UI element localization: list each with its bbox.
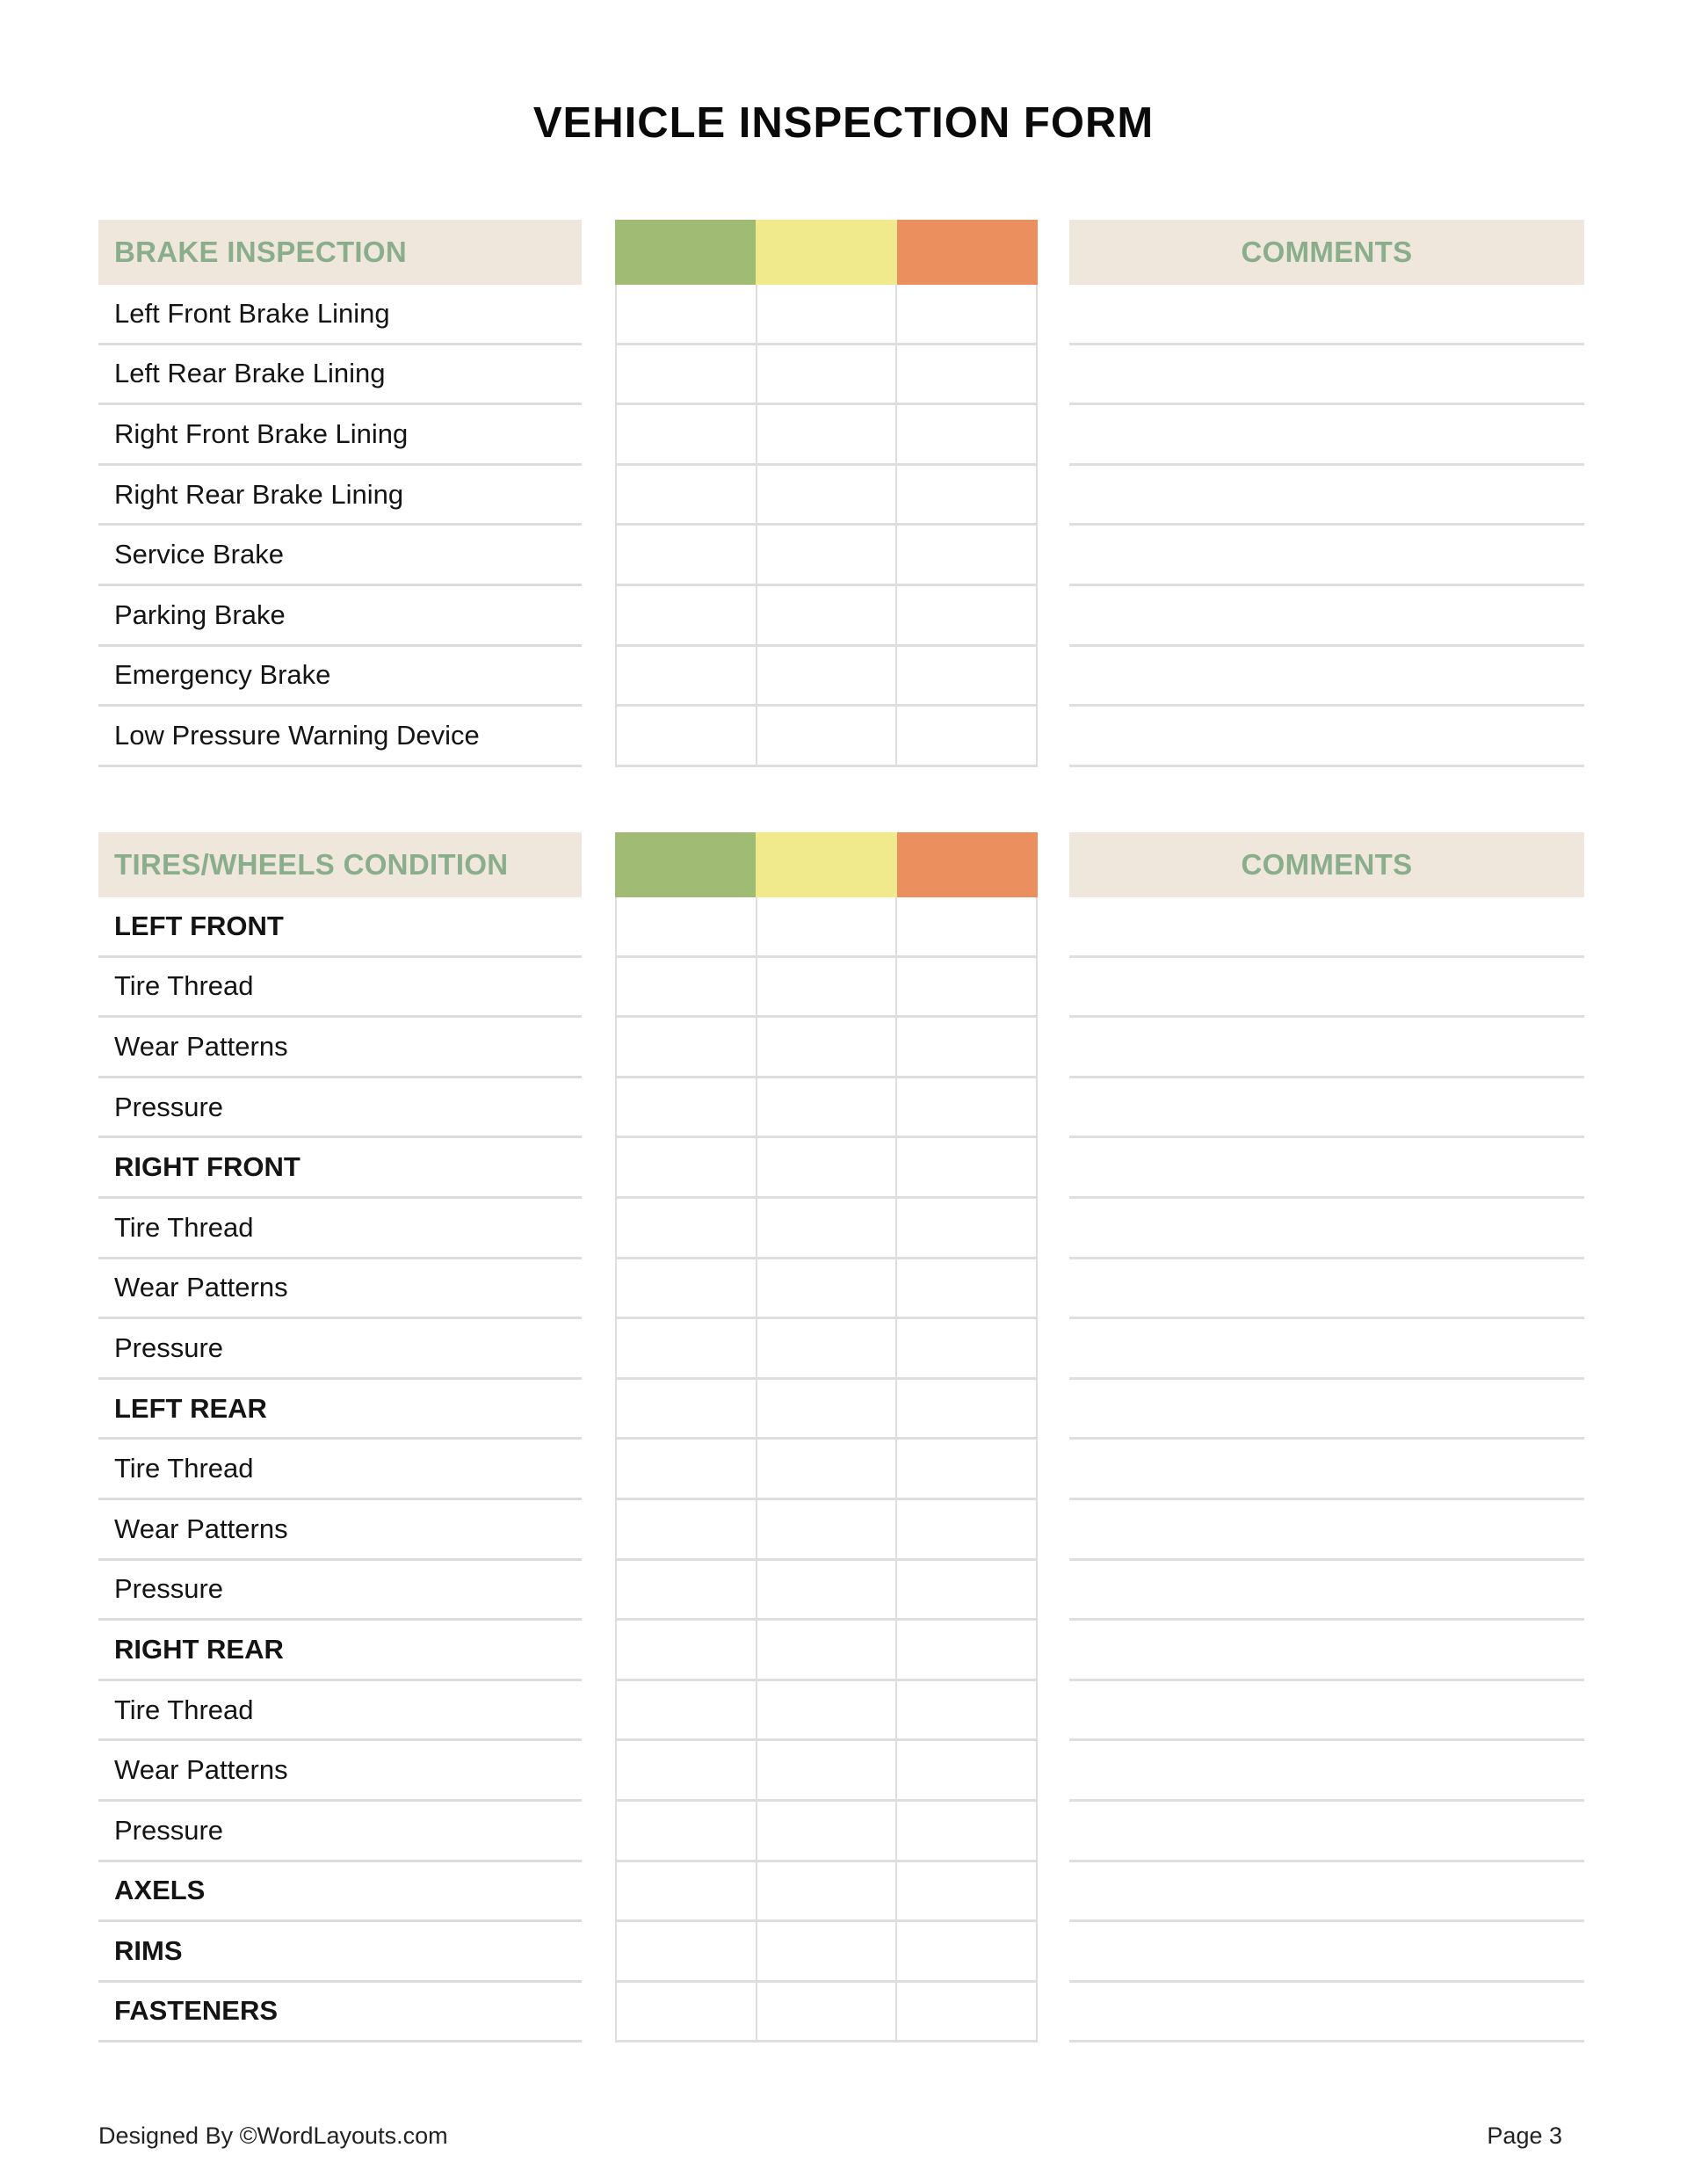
rating-row [615,707,1038,767]
rating-cell-good[interactable] [615,1681,756,1739]
inspection-item-label: Tire Thread [114,1211,254,1243]
inspection-item-row [98,897,582,958]
inspection-item-label: LEFT REAR [114,1392,267,1424]
rating-row [615,1862,1038,1923]
rating-cell-good[interactable] [615,1741,756,1799]
rating-row [615,526,1038,586]
rating-cell-poor[interactable] [895,897,1038,955]
rating-cell-fair[interactable] [756,1138,896,1196]
inspection-item-label: Right Front Brake Lining [114,417,409,449]
rating-row [615,1741,1038,1802]
comment-field[interactable] [1069,1802,1584,1862]
comment-field[interactable] [1069,647,1584,707]
rating-cell-good[interactable] [615,1380,756,1438]
inspection-item-label: Left Rear Brake Lining [114,358,386,389]
comments-header [1069,220,1584,285]
comment-field[interactable] [1069,1500,1584,1561]
rating-header [615,220,1038,285]
rating-cell-fair[interactable] [756,1741,896,1799]
section-title: BRAKE INSPECTION [114,236,407,268]
inspection-item-label: RIMS [114,1934,183,1966]
inspection-item-label: Pressure [114,1573,224,1605]
rating-cell-fair[interactable] [756,466,896,524]
rating-row [615,1681,1038,1742]
comments-title: COMMENTS [1241,848,1413,881]
rating-cell-good[interactable] [615,466,756,524]
rating-cell-poor[interactable] [895,1500,1038,1558]
rating-cell-poor[interactable] [895,345,1038,403]
rating-cell-good[interactable] [615,958,756,1016]
rating-cell-good[interactable] [615,1319,756,1377]
rating-cell-poor[interactable] [895,1259,1038,1317]
comment-field[interactable] [1069,1380,1584,1440]
rating-cell-poor[interactable] [895,1681,1038,1739]
rating-cell-poor[interactable] [895,1078,1038,1136]
comments-header [1069,832,1584,897]
rating-cell-good[interactable] [615,1440,756,1498]
comment-field[interactable] [1069,1018,1584,1078]
inspection-item-label: Pressure [114,1331,224,1363]
comment-field[interactable] [1069,586,1584,647]
rating-row [615,285,1038,345]
comment-field[interactable] [1069,1199,1584,1259]
inspection-item-label: LEFT FRONT [114,910,284,941]
rating-cell-fair[interactable] [756,1983,896,2041]
comment-field[interactable] [1069,1259,1584,1320]
rating-cell-good[interactable] [615,285,756,343]
rating-cell-poor[interactable] [895,1862,1038,1920]
rating-row [615,1199,1038,1259]
inspection-item-row [98,707,582,767]
rating-row [615,647,1038,707]
inspection-item-label: Pressure [114,1091,224,1122]
inspection-item-row [98,1681,582,1742]
rating-cell-poor[interactable] [895,1380,1038,1438]
inspection-item-label: Service Brake [114,539,284,570]
inspection-item-row [98,526,582,586]
page-title: VEHICLE INSPECTION FORM [532,99,1155,147]
rating-cell-poor[interactable] [895,1561,1038,1619]
rating-cell-fair[interactable] [756,586,896,644]
inspection-item-row [98,1440,582,1500]
rating-row [615,1922,1038,1983]
rating-cell-good[interactable] [615,1862,756,1920]
comment-field[interactable] [1069,526,1584,586]
items-column [98,832,582,2043]
rating-cell-poor[interactable] [895,586,1038,644]
rating-row [615,1440,1038,1500]
rating-cell-good[interactable] [615,897,756,955]
rating-cell-fair[interactable] [756,897,896,955]
rating-row [615,1319,1038,1380]
rating-cell-fair[interactable] [756,647,896,705]
inspection-item-label: Pressure [114,1814,224,1846]
rating-column [615,832,1038,2043]
rating-row [615,1561,1038,1622]
inspection-item-row [98,285,582,345]
inspection-item-row [98,1138,582,1199]
rating-row [615,1018,1038,1078]
rating-cell-good[interactable] [615,586,756,644]
rating-cell-poor[interactable] [895,1802,1038,1860]
section-header [98,832,582,897]
rating-cell-good[interactable] [615,1018,756,1076]
rating-cell-fair[interactable] [756,1078,896,1136]
rating-row [615,466,1038,526]
inspection-item-row [98,405,582,466]
rating-row [615,345,1038,406]
inspection-item-label: Right Rear Brake Lining [114,478,404,510]
inspection-item-label: RIGHT FRONT [114,1151,300,1183]
comment-field[interactable] [1069,1561,1584,1622]
inspection-item-label: Wear Patterns [114,1272,288,1303]
rating-cell-poor[interactable] [895,285,1038,343]
comment-field[interactable] [1069,405,1584,466]
rating-good-swatch [615,832,756,897]
inspection-item-row [98,1380,582,1440]
rating-cell-poor[interactable] [895,1199,1038,1257]
inspection-item-row [98,1802,582,1862]
comment-field[interactable] [1069,1741,1584,1802]
rating-row [615,1500,1038,1561]
rating-cell-fair[interactable] [756,1380,896,1438]
rating-cell-poor[interactable] [895,1319,1038,1377]
rating-cell-poor[interactable] [895,1922,1038,1980]
rating-fair-swatch [756,832,896,897]
rating-cell-good[interactable] [615,1500,756,1558]
inspection-item-label: Emergency Brake [114,659,331,691]
rating-cell-good[interactable] [615,1199,756,1257]
rating-cell-poor[interactable] [895,958,1038,1016]
rating-poor-swatch [897,832,1038,897]
rating-cell-good[interactable] [615,1259,756,1317]
rating-column [615,220,1038,767]
inspection-item-row [98,466,582,526]
inspection-item-label: Parking Brake [114,599,286,630]
comment-field[interactable] [1069,1983,1584,2043]
comment-field[interactable] [1069,285,1584,345]
inspection-item-label: Wear Patterns [114,1513,288,1544]
rating-cell-fair[interactable] [756,285,896,343]
inspection-item-label: Tire Thread [114,1453,254,1484]
comments-title: COMMENTS [1241,236,1413,268]
comment-field[interactable] [1069,345,1584,406]
inspection-item-row [98,1922,582,1983]
footer-credit: Designed By ©WordLayouts.com [98,2122,448,2149]
rating-cell-poor[interactable] [895,1138,1038,1196]
rating-cell-poor[interactable] [895,526,1038,584]
inspection-item-row [98,1500,582,1561]
rating-cell-good[interactable] [615,345,756,403]
comment-field[interactable] [1069,466,1584,526]
rating-row [615,1259,1038,1320]
page-number: Page 3 [1487,2122,1562,2149]
inspection-item-label: Tire Thread [114,1694,254,1725]
rating-cell-fair[interactable] [756,1802,896,1860]
rating-row [615,1621,1038,1681]
rating-cell-poor[interactable] [895,466,1038,524]
rating-cell-good[interactable] [615,1621,756,1679]
rating-cell-fair[interactable] [756,1922,896,1980]
inspection-item-row [98,1199,582,1259]
inspection-item-row [98,345,582,406]
inspection-item-row [98,1319,582,1380]
rating-cell-good[interactable] [615,526,756,584]
inspection-item-label: Wear Patterns [114,1030,288,1062]
rating-row [615,958,1038,1019]
rating-cell-fair[interactable] [756,1621,896,1679]
rating-cell-fair[interactable] [756,345,896,403]
rating-cell-good[interactable] [615,1561,756,1619]
rating-cell-fair[interactable] [756,1319,896,1377]
inspection-item-row [98,1018,582,1078]
inspection-item-label: AXELS [114,1875,206,1906]
comment-field[interactable] [1069,707,1584,767]
inspection-item-label: Left Front Brake Lining [114,297,390,329]
rating-cell-poor[interactable] [895,1983,1038,2041]
comment-field[interactable] [1069,1681,1584,1742]
inspection-item-label: Low Pressure Warning Device [114,719,480,751]
comment-field[interactable] [1069,1138,1584,1199]
rating-cell-good[interactable] [615,647,756,705]
inspection-item-row [98,586,582,647]
inspection-item-row [98,647,582,707]
rating-cell-good[interactable] [615,707,756,765]
inspection-item-row [98,1259,582,1320]
comment-field[interactable] [1069,1922,1584,1983]
inspection-item-row [98,1078,582,1139]
rating-cell-fair[interactable] [756,1018,896,1076]
section-header [98,220,582,285]
rating-cell-fair[interactable] [756,1862,896,1920]
rating-cell-fair[interactable] [756,958,896,1016]
rating-good-swatch [615,220,756,285]
comment-field[interactable] [1069,1621,1584,1681]
rating-cell-poor[interactable] [895,647,1038,705]
inspection-item-row [98,1862,582,1923]
rating-cell-fair[interactable] [756,1561,896,1619]
comment-field[interactable] [1069,897,1584,958]
inspection-item-label: FASTENERS [114,1995,279,2027]
rating-cell-fair[interactable] [756,1500,896,1558]
rating-row [615,1380,1038,1440]
rating-cell-fair[interactable] [756,1681,896,1739]
rating-poor-swatch [897,220,1038,285]
rating-row [615,586,1038,647]
rating-cell-fair[interactable] [756,1259,896,1317]
rating-cell-good[interactable] [615,405,756,463]
rating-fair-swatch [756,220,896,285]
inspection-item-label: Wear Patterns [114,1754,288,1786]
inspection-item-row [98,1621,582,1681]
comments-column [1069,832,1584,2043]
rating-cell-poor[interactable] [895,1621,1038,1679]
inspection-item-row [98,958,582,1019]
rating-row [615,1802,1038,1862]
rating-cell-fair[interactable] [756,526,896,584]
rating-header [615,832,1038,897]
inspection-item-label: Tire Thread [114,970,254,1002]
rating-row [615,897,1038,958]
rating-row [615,1138,1038,1199]
rating-cell-good[interactable] [615,1922,756,1980]
rating-cell-poor[interactable] [895,707,1038,765]
inspection-item-row [98,1561,582,1622]
rating-cell-poor[interactable] [895,405,1038,463]
rating-cell-good[interactable] [615,1138,756,1196]
inspection-item-row [98,1983,582,2043]
rating-cell-good[interactable] [615,1078,756,1136]
comment-field[interactable] [1069,1078,1584,1139]
comment-field[interactable] [1069,1440,1584,1500]
section-title: TIRES/WHEELS CONDITION [114,848,509,881]
rating-cell-fair[interactable] [756,1199,896,1257]
rating-cell-poor[interactable] [895,1741,1038,1799]
comment-field[interactable] [1069,1862,1584,1923]
inspection-item-row [98,1741,582,1802]
rating-row [615,405,1038,466]
comment-field[interactable] [1069,1319,1584,1380]
comment-field[interactable] [1069,958,1584,1019]
rating-cell-fair[interactable] [756,707,896,765]
rating-cell-fair[interactable] [756,405,896,463]
rating-cell-poor[interactable] [895,1440,1038,1498]
rating-cell-good[interactable] [615,1802,756,1860]
items-column [98,220,582,767]
rating-row [615,1983,1038,2043]
comments-column [1069,220,1584,767]
rating-cell-good[interactable] [615,1983,756,2041]
inspection-item-label: RIGHT REAR [114,1633,284,1665]
rating-cell-fair[interactable] [756,1440,896,1498]
rating-cell-poor[interactable] [895,1018,1038,1076]
rating-row [615,1078,1038,1139]
